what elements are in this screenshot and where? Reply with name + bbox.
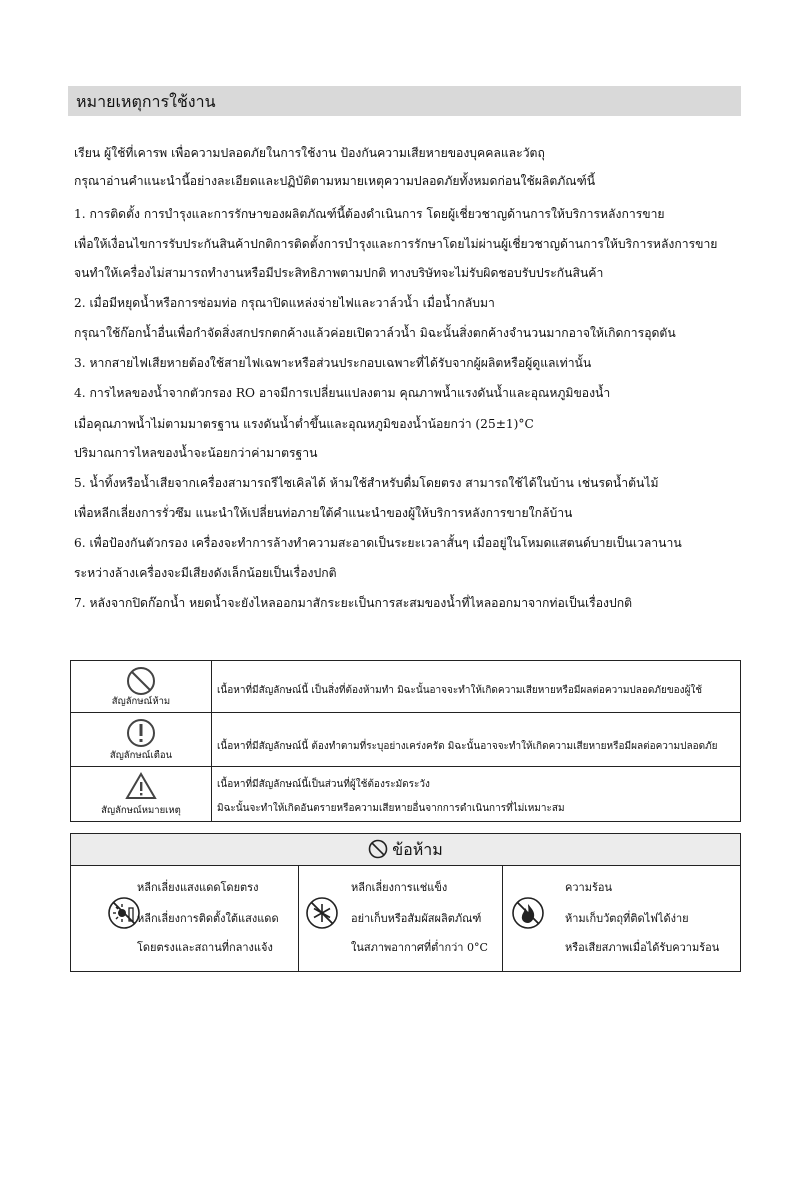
note-line: 3. หากสายไฟเสียหายต้องใช้สายไฟเฉพาะหรือส่วนประกอบเฉพาะที่ได้รับจากผู้ผลิตหรือผู้ดูแลเท่านั้น xyxy=(74,356,592,370)
prohibition-item-sunlight xyxy=(71,866,299,971)
note-line: 7. หลังจากปิดก๊อกน้ำ หยดน้ำจะยังไหลออกมาสักระยะเป็นการสะสมของน้ำที่ไหลออกมาจากท่อเป็นเรื่องปกติ xyxy=(74,596,633,610)
symbol-label: สัญลักษณ์ห้าม xyxy=(111,696,171,707)
prohibition-text: ในสภาพอากาศที่ต่ำกว่า 0°C xyxy=(351,941,488,954)
note-line: 1. การติดตั้ง การบำรุงและการรักษาของผลิตภัณฑ์นี้ต้องดำเนินการ โดยผู้เชี่ยวชาญด้านการให้บริการหลังการขาย xyxy=(74,207,665,221)
prohibition-text: หลีกเลี่ยงการแช่แข็ง xyxy=(351,881,448,894)
note-line: 2. เมื่อมีหยุดน้ำหรือการซ่อมท่อ กรุณาปิดแหล่งจ่ายไฟและวาล์วน้ำ เมื่อน้ำกลับมา xyxy=(74,296,495,310)
section-title: หมายเหตุการใช้งาน xyxy=(76,92,216,111)
note-line: ปริมาณการไหลของน้ำจะน้อยกว่าค่ามาตรฐาน xyxy=(74,446,318,460)
symbol-description: เนื้อหาที่มีสัญลักษณ์นี้ เป็นสิ่งที่ต้องห้ามทำ มิฉะนั้นอาจจะทำให้เกิดความเสียหายหรือมีผลต่อความปลอดภัยของผู้ใช้ xyxy=(217,685,703,696)
note-line: เรียน ผู้ใช้ที่เคารพ เพื่อความปลอดภัยในการใช้งาน ป้องกันความเสียหายของบุคคลและวัตถุ xyxy=(74,146,545,160)
note-line: 6. เพื่อป้องกันตัวกรอง เครื่องจะทำการล้างทำความสะอาดเป็นระยะเวลาสั้นๆ เมื่ออยู่ในโหมดแสตนด์บายเป็นเวลานาน xyxy=(74,536,682,550)
warning-triangle-icon xyxy=(125,771,157,805)
note-line: 4. การไหลของน้ำจากตัวกรอง RO อาจมีการเปลี่ยนแปลงตาม คุณภาพน้ำแรงดันน้ำและอุณหภูมิของน้ำ xyxy=(74,386,611,400)
prohibition-item-heat xyxy=(503,866,740,971)
note-line: กรุณาอ่านคำแนะนำนี้อย่างละเอียดและปฏิบัติตามหมายเหตุความปลอดภัยทั้งหมดก่อนใช้ผลิตภัณฑ์นี้ xyxy=(74,174,596,188)
prohibition-text: อย่าเก็บหรือสัมผัสผลิตภัณฑ์ xyxy=(351,912,482,925)
note-line: เพื่อหลีกเลี่ยงการรั่วซึม แนะนำให้เปลี่ยนท่อภายใต้คำแนะนำของผู้ให้บริการหลังการขายใกล้บ้าน xyxy=(74,506,573,520)
prohibition-text: ความร้อน xyxy=(565,881,612,894)
symbol-description: มิฉะนั้นจะทำให้เกิดอันตรายหรือความเสียหายอื่นจากการดำเนินการที่ไม่เหมาะสม xyxy=(217,803,565,814)
symbol-row-warning xyxy=(71,713,740,767)
symbol-description: เนื้อหาที่มีสัญลักษณ์นี้ ต้องทำตามที่ระบุอย่างเคร่งครัด มิฉะนั้นอาจจะทำให้เกิดความเสียหายหรือมีผลต่อความปลอดภัย xyxy=(217,741,718,752)
note-line: 5. น้ำทิ้งหรือน้ำเสียจากเครื่องสามารถรีไซเคิลได้ ห้ามใช้สำหรับดื่มโดยตรง สามารถใช้ได้ในบ้าน เช่นรดน้ำต้นไม้ xyxy=(74,476,659,490)
note-line: เพื่อให้เงื่อนไขการรับประกันสินค้าปกติการติดตั้งการบำรุงและการรักษาโดยไม่ผ่านผู้เชี่ยวชาญด้านการให้บริการหลังการขาย xyxy=(74,237,718,251)
prohibition-text: หลีกเลี่ยงการติดตั้งใต้แสงแดด xyxy=(137,912,279,925)
symbol-label: สัญลักษณ์หมายเหตุ xyxy=(101,805,181,816)
prohibition-text: หรือเสียสภาพเมื่อได้รับความร้อน xyxy=(565,941,720,954)
prohibitions-title: ข้อห้าม xyxy=(392,840,443,859)
note-line: เมื่อคุณภาพน้ำไม่ตามมาตรฐาน แรงดันน้ำต่ำขึ้นและอุณหภูมิของน้ำน้อยกว่า (25±1)°C xyxy=(74,417,534,431)
prohibited-icon xyxy=(368,839,388,859)
prohibition-text: โดยตรงและสถานที่กลางแจ้ง xyxy=(137,941,273,954)
symbol-legend-table xyxy=(70,660,741,822)
symbol-row-note xyxy=(71,767,740,821)
prohibitions-table xyxy=(70,833,741,972)
note-line: ระหว่างล้างเครื่องจะมีเสียงดังเล็กน้อยเป็นเรื่องปกติ xyxy=(74,566,337,580)
prohibitions-header xyxy=(71,834,740,866)
no-fire-icon xyxy=(511,896,545,934)
prohibition-item-freezing xyxy=(299,866,503,971)
note-line: กรุณาใช้ก๊อกน้ำอื่นเพื่อกำจัดสิ่งสกปรกตกค้างแล้วค่อยเปิดวาล์วน้ำ มิฉะนั้นสิ่งตกค้างจำนวนมากอาจให้เกิดการอุดตัน xyxy=(74,326,676,340)
prohibition-text: หลีกเลี่ยงแสงแดดโดยตรง xyxy=(137,881,259,894)
symbol-description: เนื้อหาที่มีสัญลักษณ์นี้เป็นส่วนที่ผู้ใช้ต้องระมัดระวัง xyxy=(217,779,430,790)
no-freezing-icon xyxy=(305,896,339,934)
prohibition-text: ห้ามเก็บวัตถุที่ติดไฟได้ง่าย xyxy=(565,912,689,925)
symbol-label: สัญลักษณ์เตือน xyxy=(109,750,173,761)
section-header xyxy=(68,86,741,116)
note-line: จนทำให้เครื่องไม่สามารถทำงานหรือมีประสิทธิภาพตามปกติ ทางบริษัทจะไม่รับผิดชอบรับประกันสินค้า xyxy=(74,266,604,280)
symbol-row-prohibited xyxy=(71,661,740,713)
no-sunlight-icon xyxy=(107,896,141,934)
